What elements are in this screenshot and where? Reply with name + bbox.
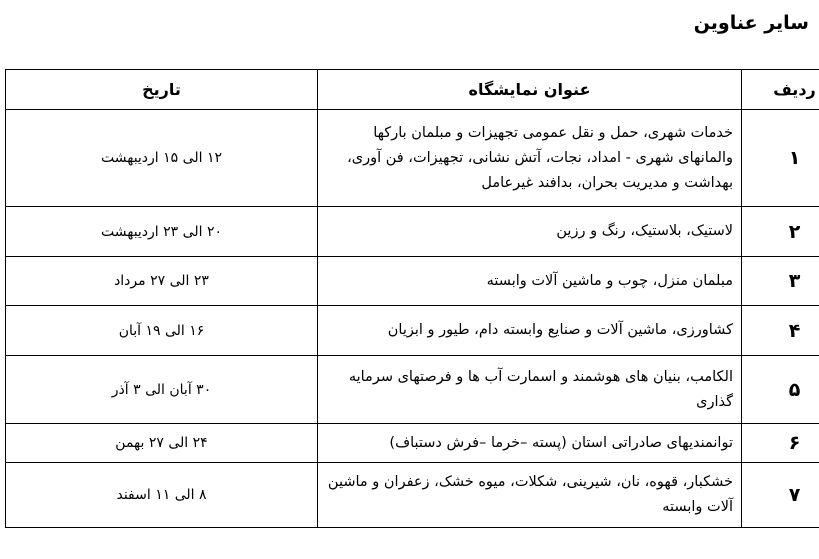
- exhibition-date: ۸ الی ۱۱ اسفند: [6, 463, 318, 528]
- column-header-date: تاریخ: [6, 70, 318, 110]
- exhibition-date: ۲۳ الی ۲۷ مرداد: [6, 257, 318, 306]
- column-header-row-number: ردیف: [742, 70, 819, 110]
- exhibition-date: ۳۰ آبان الی ۳ آذر: [6, 356, 318, 424]
- table-row: [6, 110, 819, 207]
- table-header-row: [6, 70, 819, 110]
- table-row: [6, 424, 819, 463]
- row-number: ۶: [742, 424, 819, 463]
- exhibition-title: خدمات شهری، حمل و نقل عمومی تجهیزات و مبلمان بارکها والمانهای شهری - امداد، نجات، آتش نشانی، تجهیزات، فن آوری، بهداشت و مدیریت بحران، بدافند غیرعامل: [318, 110, 742, 207]
- row-number: ۷: [742, 463, 819, 528]
- row-number: ۵: [742, 356, 819, 424]
- exhibition-date: ۱۶ الی ۱۹ آبان: [6, 306, 318, 356]
- exhibition-title: کشاورزی، ماشین آلات و صنایع وابسته دام، طیور و ابزیان: [318, 306, 742, 356]
- exhibition-title: الکامب، بنیان های هوشمند و اسمارت آب ها و فرصتهای سرمایه گذاری: [318, 356, 742, 424]
- table-row: [6, 257, 819, 306]
- exhibition-date: ۲۴ الی ۲۷ بهمن: [6, 424, 318, 463]
- section-heading: سایر عناوین: [693, 12, 809, 34]
- exhibition-date: ۲۰ الی ۲۳ اردیبهشت: [6, 207, 318, 257]
- exhibition-title: خشکبار، قهوه، نان، شیرینی، شکلات، میوه خشک، زعفران و ماشین آلات وابسته: [318, 463, 742, 528]
- row-number: ۳: [742, 257, 819, 306]
- row-number: ۱: [742, 110, 819, 207]
- column-header-title: عنوان نمایشگاه: [318, 70, 742, 110]
- exhibitions-table: [5, 69, 819, 528]
- row-number: ۲: [742, 207, 819, 257]
- exhibition-title: لاستیک، بلاستیک، رنگ و رزین: [318, 207, 742, 257]
- table-row: [6, 463, 819, 528]
- row-number: ۴: [742, 306, 819, 356]
- exhibition-title: توانمندیهای صادراتی استان (پسته –خرما –فرش دستباف): [318, 424, 742, 463]
- exhibition-date: ۱۲ الی ۱۵ اردیبهشت: [6, 110, 318, 207]
- table-row: [6, 306, 819, 356]
- table-row: [6, 207, 819, 257]
- exhibition-title: مبلمان منزل، چوب و ماشین آلات وابسته: [318, 257, 742, 306]
- table-row: [6, 356, 819, 424]
